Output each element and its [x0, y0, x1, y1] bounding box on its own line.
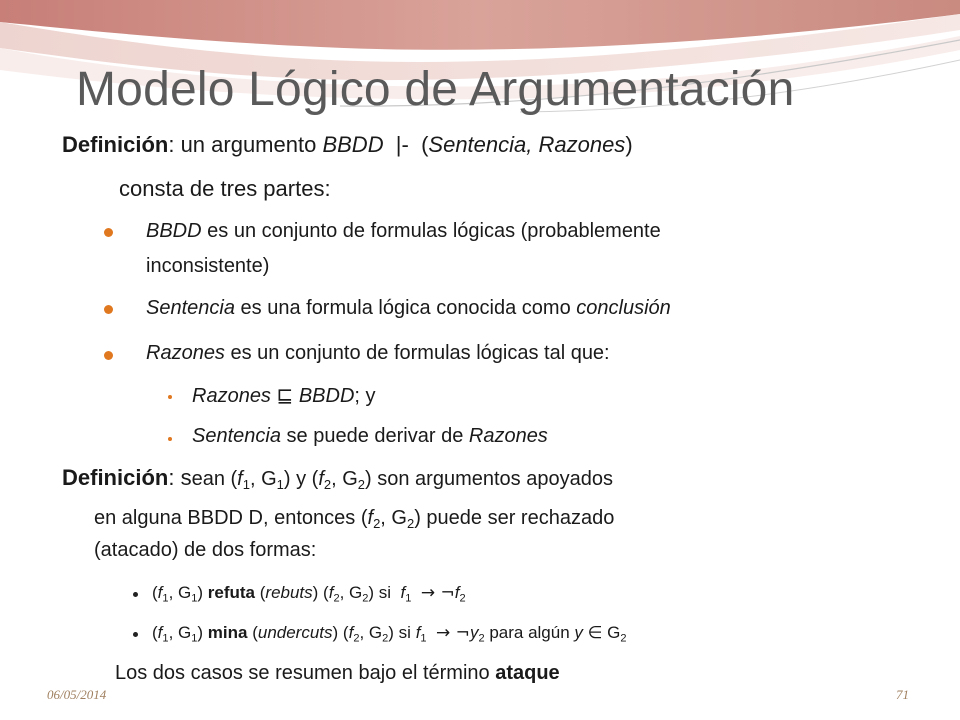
bullet-icon [133, 592, 138, 597]
attack-undercuts: ($f_1$, $G_1$) mina (undercuts) ($f_2$, $G_2$) si $f_1$ → $\neg y_2$ para algún y ∈ $G_2$ [152, 623, 627, 645]
definition-1-line-2: consta de tres partes: [119, 176, 331, 201]
definition-2-line-3: (atacado) de dos formas: [94, 539, 317, 561]
bullet-icon [104, 305, 113, 314]
attack-rebuts: ($f_1$, $G_1$) refuta (rebuts) ($f_2$, $G_2$) si $f_1$ → $\neg f_2$ [152, 583, 466, 605]
bullet-icon [104, 351, 113, 360]
sub-bullet-1: Razones ⊑ BBDD; y [192, 383, 376, 407]
bullet-1-line-2: inconsistente) [146, 255, 270, 277]
definition-1-line-1: Definición: un argumento BBDD |- (Sentencia, Razones) [62, 132, 633, 157]
definition-2-line-2: en alguna BBDD D, entonces ($f_2$, $G_2$) puede ser rechazado [94, 507, 615, 531]
bullet-icon [104, 228, 113, 237]
sub-bullet-icon [168, 437, 172, 441]
bullet-icon [133, 632, 138, 637]
sub-bullet-2: Sentencia se puede derivar de Razones [192, 425, 548, 447]
bullet-2: Sentencia es una formula lógica conocida como conclusión [146, 297, 671, 319]
footer-date: 06/05/2014 [47, 687, 107, 702]
bullet-3: Razones es un conjunto de formulas lógicas tal que: [146, 342, 610, 364]
bullet-1-line-1: BBDD es un conjunto de formulas lógicas (probablemente [146, 220, 661, 242]
sub-bullet-icon [168, 395, 172, 399]
slide-title: Modelo Lógico de Argumentación [76, 63, 795, 116]
summary-line: Los dos casos se resumen bajo el término ataque [115, 662, 560, 684]
footer-page-number: 71 [896, 687, 909, 702]
definition-2-line-1: Definición: sean ($f_1$, $G_1$) y ($f_2$, $G_2$) son argumentos apoyados [62, 465, 613, 492]
